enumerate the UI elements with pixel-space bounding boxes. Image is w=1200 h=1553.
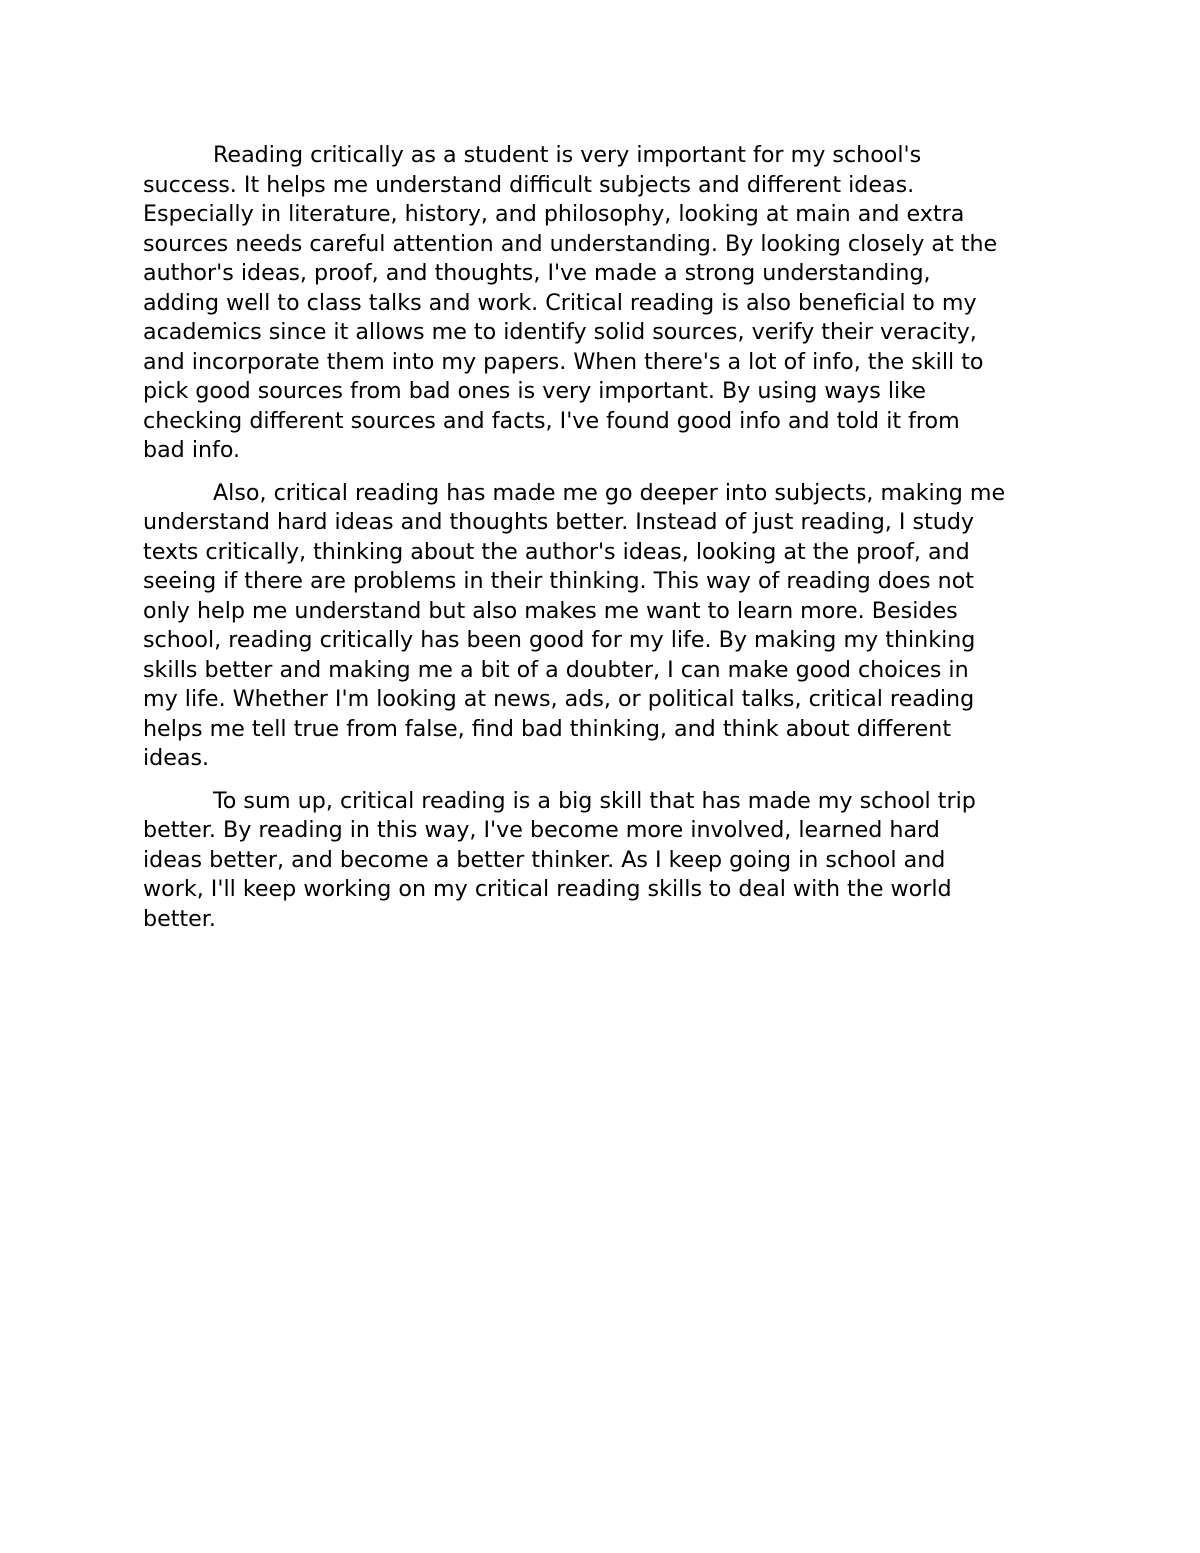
- paragraph-line: seeing if there are problems in their thinking. This way of reading does not: [143, 568, 974, 594]
- paragraph-1: [143, 141, 1061, 466]
- paragraph-line: only help me understand but also makes me want to learn more. Besides: [143, 597, 958, 624]
- paragraph-line: ideas.: [143, 745, 210, 771]
- paragraph-line: ideas better, and become a better thinker. As I keep going in school and: [143, 846, 946, 873]
- paragraph-line: sources needs careful attention and understanding. By looking closely at the: [143, 230, 998, 257]
- paragraph-line: texts critically, thinking about the author's ideas, looking at the proof, and: [143, 538, 970, 565]
- document-body: [143, 141, 1061, 947]
- paragraph-line: work, I'll keep working on my critical reading skills to deal with the world: [143, 876, 952, 902]
- paragraph-line: school, reading critically has been good for my life. By making my thinking: [143, 627, 976, 653]
- paragraph-line: my life. Whether I'm looking at news, ads, or political talks, critical reading: [143, 686, 975, 712]
- paragraph-3: [143, 787, 1061, 935]
- paragraph-line: academics since it allows me to identify solid sources, verify their veracity,: [143, 319, 977, 345]
- paragraph-line: checking different sources and facts, I've found good info and told it from: [143, 407, 960, 434]
- paragraph-line: bad info.: [143, 437, 241, 463]
- paragraph-line: pick good sources from bad ones is very important. By using ways like: [143, 378, 926, 404]
- paragraph-line: author's ideas, proof, and thoughts, I've made a strong understanding,: [143, 260, 931, 286]
- paragraph-line: better.: [143, 905, 216, 932]
- paragraph-line: and incorporate them into my papers. When there's a lot of info, the skill to: [143, 348, 984, 375]
- paragraph-line: better. By reading in this way, I've become more involved, learned hard: [143, 817, 940, 843]
- paragraph-line: To sum up, critical reading is a big skill that has made my school trip: [213, 787, 976, 814]
- paragraph-line: Reading critically as a student is very important for my school's: [213, 142, 922, 168]
- paragraph-2: [143, 479, 1061, 774]
- paragraph-line: Especially in literature, history, and philosophy, looking at main and extra: [143, 201, 965, 227]
- paragraph-line: adding well to class talks and work. Critical reading is also beneficial to my: [143, 289, 977, 316]
- paragraph-line: skills better and making me a bit of a doubter, I can make good choices in: [143, 656, 969, 683]
- paragraph-line: understand hard ideas and thoughts better. Instead of just reading, I study: [143, 509, 975, 535]
- paragraph-line: helps me tell true from false, find bad thinking, and think about different: [143, 715, 952, 742]
- paragraph-line: Also, critical reading has made me go deeper into subjects, making me: [213, 479, 1006, 506]
- paragraph-line: success. It helps me understand difficult subjects and different ideas.: [143, 171, 915, 198]
